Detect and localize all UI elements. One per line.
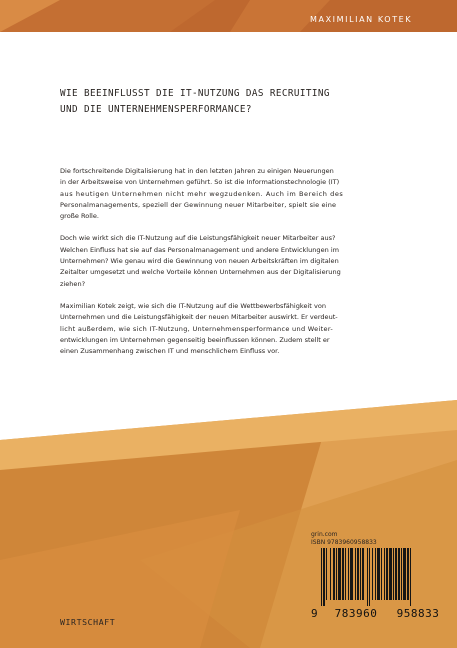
blurb-line: Maximilian Kotek zeigt, wie sich die IT-Nutzung auf die Wettbewerbsfähigkeit von <box>60 301 326 310</box>
blurb-line: Doch wie wirkt sich die IT-Nutzung auf die Leistungsfähigkeit neuer Mitarbeiter aus? <box>60 234 336 243</box>
isbn-label: ISBN 9783960958833 <box>311 539 377 546</box>
barcode-digits <box>311 607 455 620</box>
blurb-line: entwicklungen im Unternehmen gegenseitig beeinflussen können. Zudem stellt er <box>60 335 330 344</box>
barcode-digit-group-2: 958833 <box>396 607 440 620</box>
barcode-bar <box>348 548 349 600</box>
barcode-bar <box>369 548 370 606</box>
blurb <box>60 166 402 368</box>
barcode-bar <box>360 548 361 600</box>
blurb-line: Unternehmen? Wie genau wird die Gewinnung von neuen Arbeitskräften im digitalen <box>60 257 339 266</box>
blurb-paragraph-3 <box>60 301 402 357</box>
barcode-block <box>311 531 455 626</box>
blurb-line: Welchen Einfluss hat sie auf das Personalmanagement und andere Entwicklungen im <box>60 245 340 254</box>
publisher-site: grin.com <box>311 531 338 538</box>
barcode-bar <box>407 548 409 600</box>
barcode-bar <box>393 548 394 600</box>
blurb-line: in der Arbeitsweise von Unternehmen geführt. So ist die Informationstechnologie (IT) <box>60 178 340 187</box>
barcode-bar <box>357 548 359 600</box>
barcode-bar <box>372 548 373 600</box>
barcode-bar <box>321 548 322 606</box>
barcode-digit-group-1: 783960 <box>334 607 378 620</box>
barcode-bar <box>345 548 346 600</box>
category-label: WIRTSCHAFT <box>60 617 116 627</box>
barcode-bar <box>403 548 406 600</box>
barcode-bar <box>326 548 327 600</box>
title-line-2: UND DIE UNTERNEHMENSPERFORMANCE? <box>60 104 252 115</box>
barcode-digit-prefix: 9 <box>311 607 319 620</box>
barcode-bar <box>401 548 402 600</box>
barcode-bar <box>398 548 400 600</box>
barcode-bar <box>377 548 380 600</box>
barcode-bar <box>333 548 335 600</box>
barcode-bar <box>342 548 344 600</box>
author-name: MAXIMILIAN KOTEK <box>310 15 413 24</box>
barcode-bar <box>375 548 376 600</box>
barcode <box>311 548 455 606</box>
barcode-bar <box>330 548 331 600</box>
barcode-bar <box>336 548 337 600</box>
barcode-bar <box>338 548 341 600</box>
barcode-bar <box>367 548 368 606</box>
barcode-bar <box>395 548 397 600</box>
barcode-bar <box>381 548 382 600</box>
blurb-line: licht außerdem, wie sich IT-Nutzung, Unternehmensperformance und Weiter- <box>60 324 334 333</box>
blurb-line: Personalmanagements, speziell der Gewinnung neuer Mitarbeiter, spielt sie eine <box>60 200 337 209</box>
blurb-line: große Rolle. <box>60 212 99 221</box>
blurb-line: Zeitalter umgesetzt und welche Vorteile können Unternehmen aus der Digitalisierung <box>60 268 341 277</box>
title-line-1: WIE BEEINFLUSST DIE IT-NUTZUNG DAS RECRUITING <box>60 88 330 99</box>
blurb-line: Die fortschreitende Digitalisierung hat in den letzten Jahren zu einigen Neuerungen <box>60 167 334 175</box>
barcode-bar <box>323 548 325 606</box>
barcode-bar <box>386 548 388 600</box>
blurb-paragraph-1 <box>60 166 402 222</box>
barcode-bar <box>362 548 364 600</box>
barcode-bar <box>410 548 411 606</box>
barcode-bar <box>389 548 392 600</box>
barcode-bar <box>355 548 356 600</box>
barcode-bar <box>350 548 353 600</box>
blurb-line: ziehen? <box>60 279 86 288</box>
blurb-line: Unternehmen und die Leistungsfähigkeit der neuen Mitarbeiter auswirkt. Er verdeut- <box>60 313 338 322</box>
blurb-line: einen Zusammenhang zwischen IT und menschlichem Einfluss vor. <box>60 347 280 356</box>
blurb-paragraph-2 <box>60 233 402 289</box>
barcode-bar <box>384 548 385 600</box>
book-title <box>60 86 400 118</box>
blurb-line: aus heutigen Unternehmen nicht mehr wegzudenken. Auch im Bereich des <box>60 189 344 198</box>
